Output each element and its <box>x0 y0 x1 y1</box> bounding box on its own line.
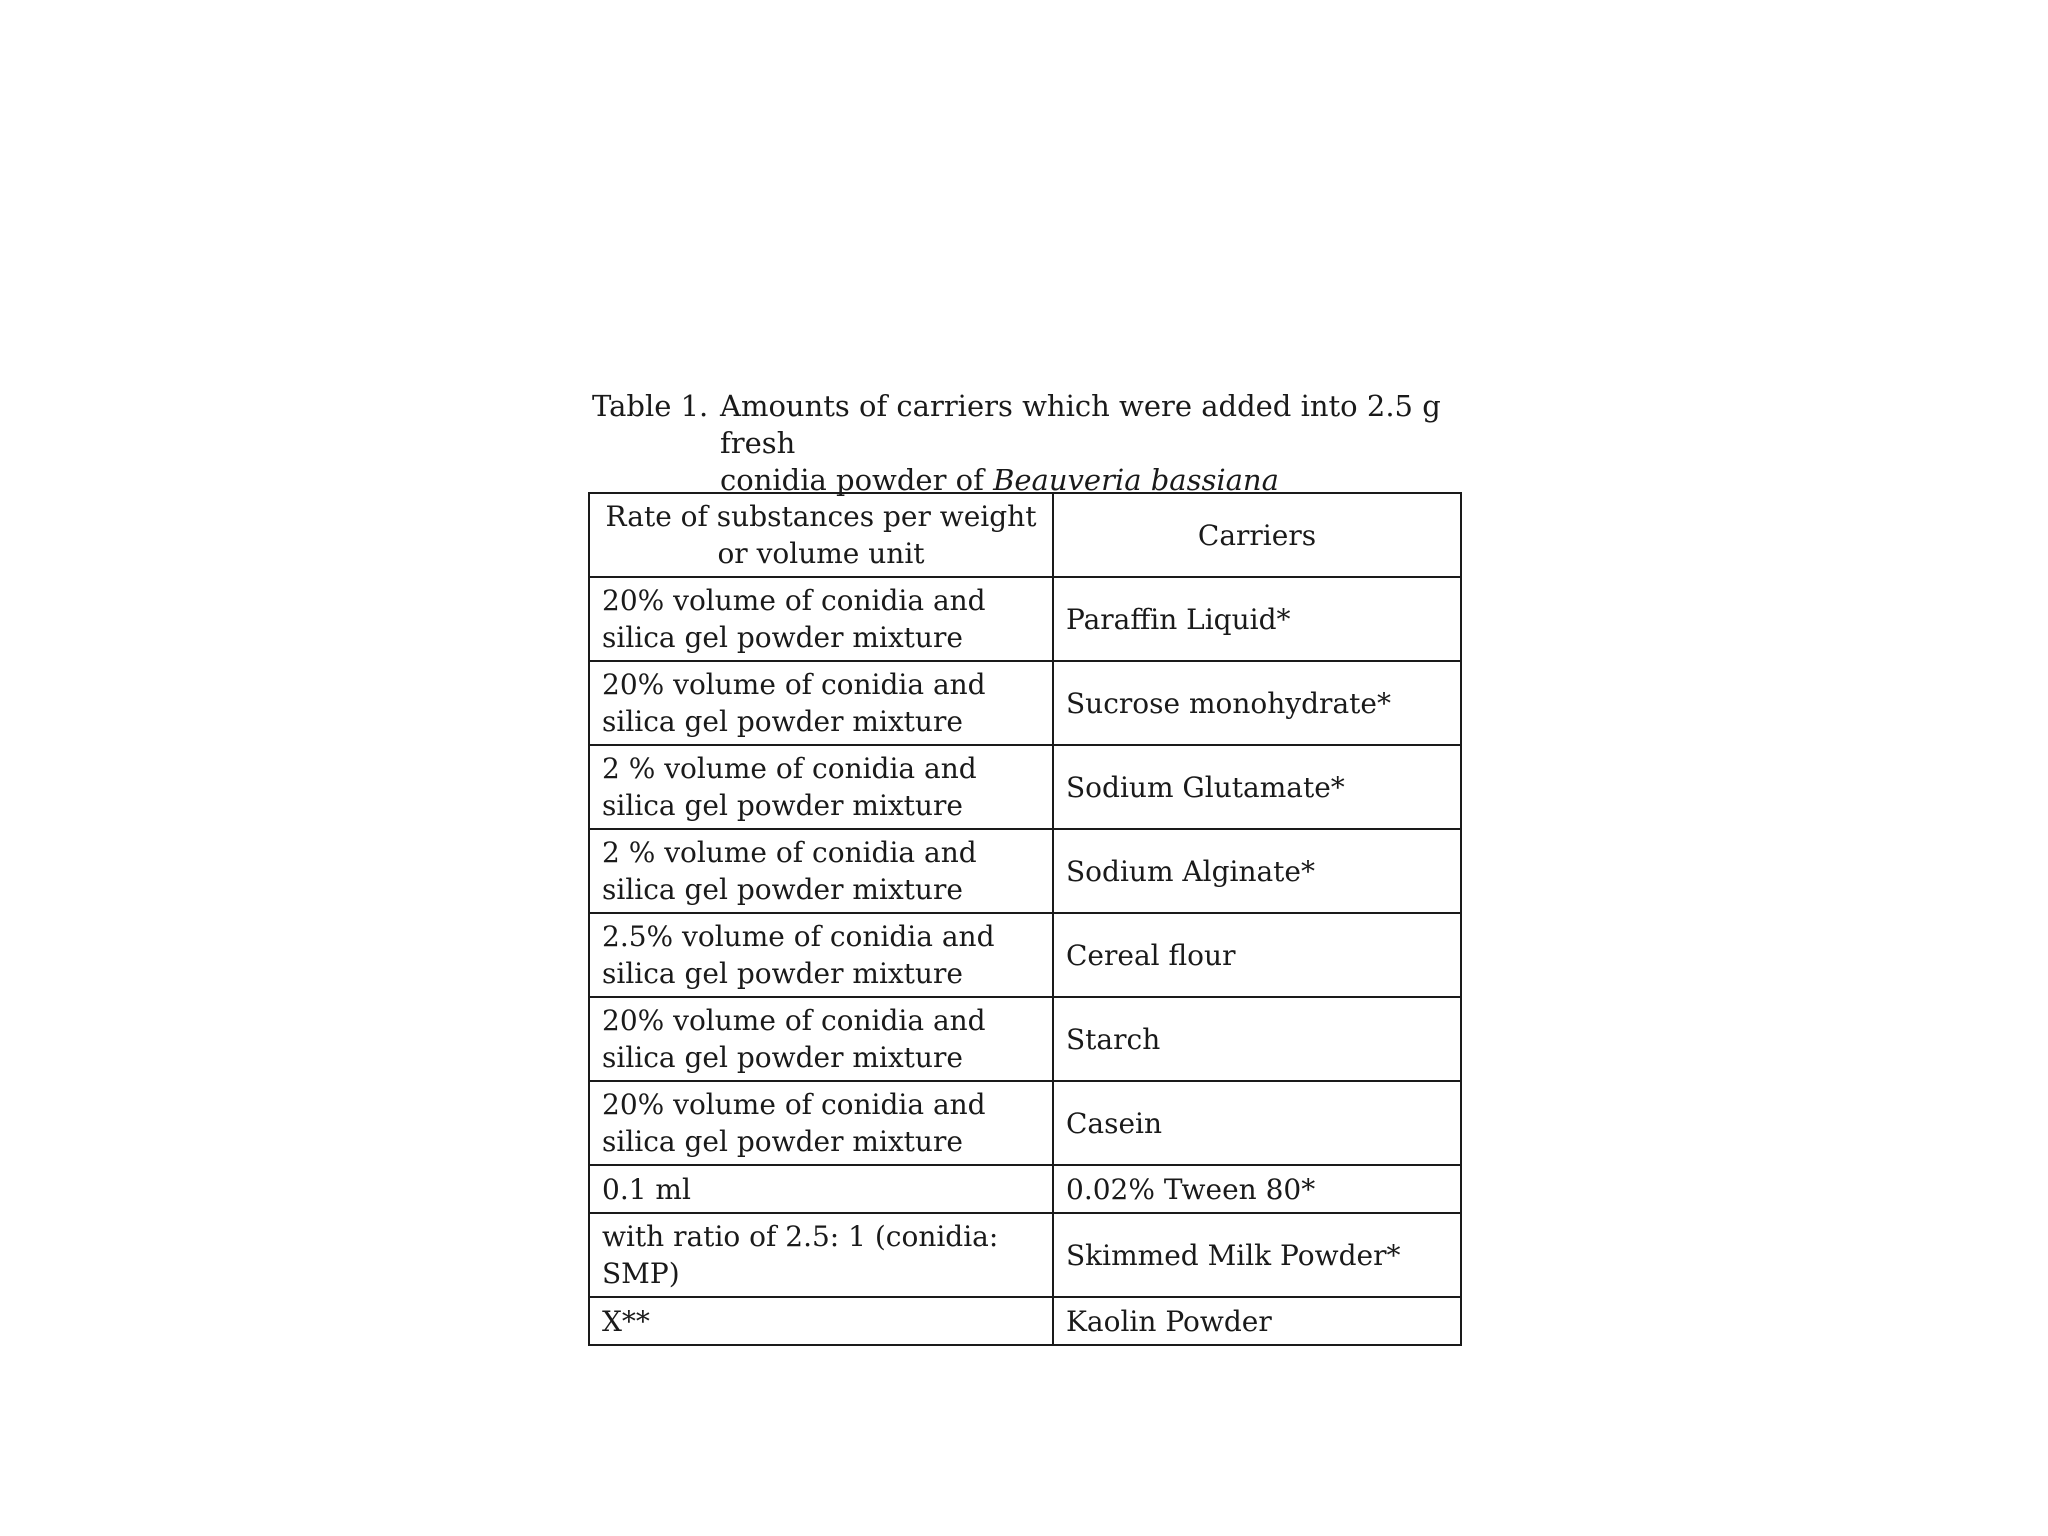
carriers-table-container <box>588 492 1462 1352</box>
carrier-cell: Sucrose monohydrate* <box>1053 661 1461 745</box>
table-row <box>589 913 1461 997</box>
caption-line-1: Amounts of carriers which were added into 2.5 g fresh <box>720 389 1441 460</box>
table-header-row <box>589 493 1461 577</box>
rate-cell: X** <box>589 1297 1053 1345</box>
table-row <box>589 829 1461 913</box>
table-row <box>589 1165 1461 1213</box>
carrier-cell: Skimmed Milk Powder* <box>1053 1213 1461 1297</box>
rate-cell: 20% volume of conidia and silica gel powder mixture <box>589 1081 1053 1165</box>
header-rate: Rate of substances per weight or volume unit <box>589 493 1053 577</box>
rate-cell: 20% volume of conidia and silica gel powder mixture <box>589 661 1053 745</box>
rate-cell: 2 % volume of conidia and silica gel powder mixture <box>589 745 1053 829</box>
carrier-cell: Starch <box>1053 997 1461 1081</box>
rate-cell: with ratio of 2.5: 1 (conidia: SMP) <box>589 1213 1053 1297</box>
caption-species-name: Beauveria bassiana <box>993 463 1279 497</box>
table-row <box>589 1081 1461 1165</box>
caption-text <box>720 388 1472 499</box>
rate-cell: 0.1 ml <box>589 1165 1053 1213</box>
carriers-table <box>588 492 1462 1346</box>
table-row <box>589 1213 1461 1297</box>
carrier-cell: 0.02% Tween 80* <box>1053 1165 1461 1213</box>
caption-line-2-prefix: conidia powder of <box>720 463 994 497</box>
carrier-cell: Kaolin Powder <box>1053 1297 1461 1345</box>
carrier-cell: Paraffin Liquid* <box>1053 577 1461 661</box>
table-caption <box>592 388 1472 499</box>
rate-cell: 20% volume of conidia and silica gel powder mixture <box>589 997 1053 1081</box>
rate-cell: 2 % volume of conidia and silica gel powder mixture <box>589 829 1053 913</box>
rate-cell: 20% volume of conidia and silica gel powder mixture <box>589 577 1053 661</box>
carrier-cell: Sodium Alginate* <box>1053 829 1461 913</box>
caption-label: Table 1. <box>592 389 709 423</box>
table-row <box>589 1297 1461 1345</box>
table-row <box>589 745 1461 829</box>
table-row <box>589 577 1461 661</box>
carrier-cell: Cereal flour <box>1053 913 1461 997</box>
carrier-cell: Sodium Glutamate* <box>1053 745 1461 829</box>
table-row <box>589 661 1461 745</box>
table-row <box>589 997 1461 1081</box>
carrier-cell: Casein <box>1053 1081 1461 1165</box>
header-carriers: Carriers <box>1053 493 1461 577</box>
rate-cell: 2.5% volume of conidia and silica gel powder mixture <box>589 913 1053 997</box>
